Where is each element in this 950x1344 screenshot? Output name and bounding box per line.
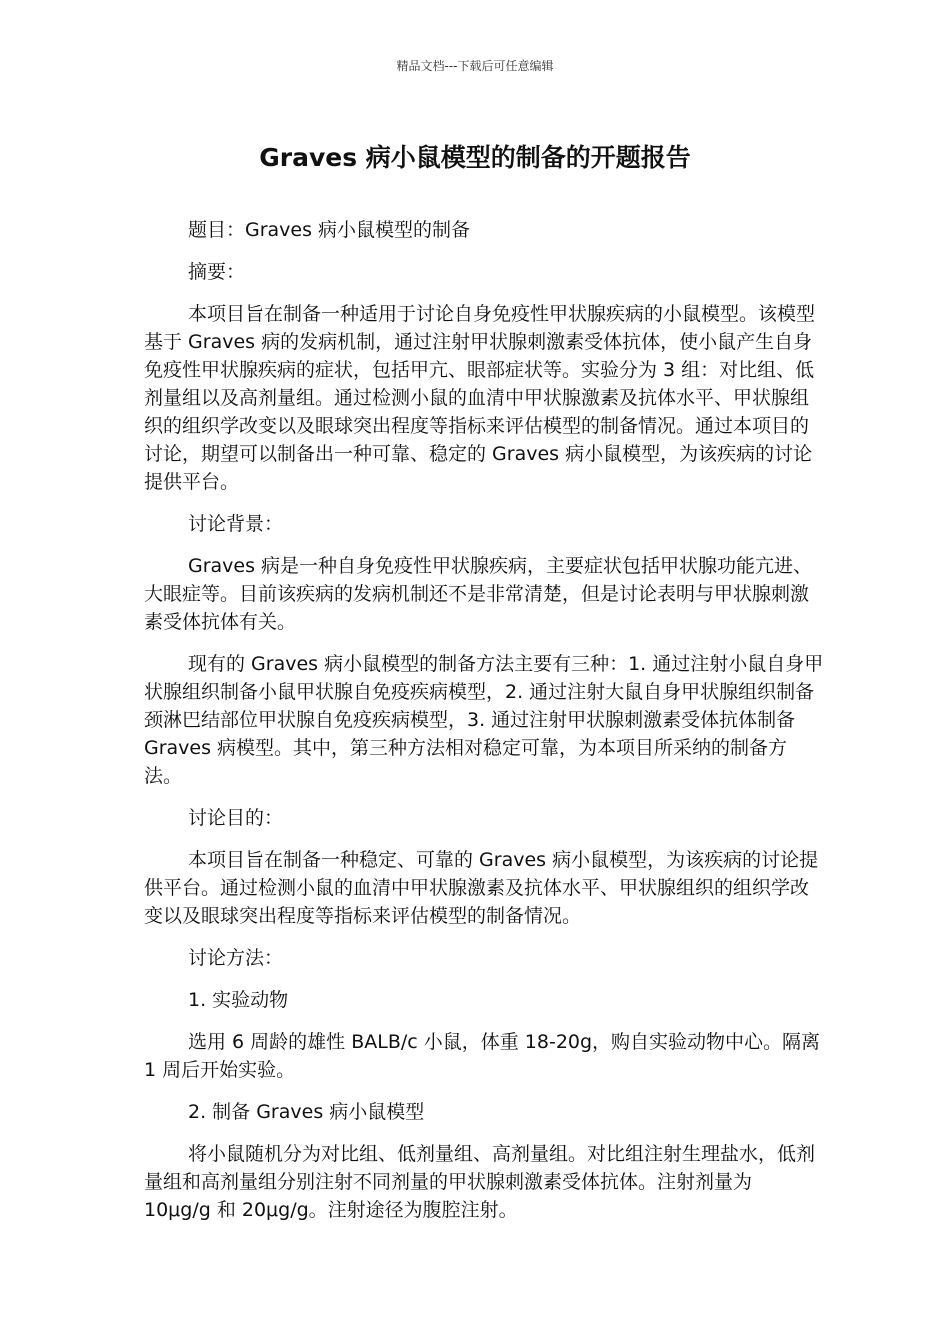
subheading-animals: 1. 实验动物: [188, 989, 289, 1011]
heading-purpose: 讨论目的：: [188, 807, 284, 829]
document-title: Graves 病小鼠模型的制备的开题报告: [259, 143, 691, 172]
paragraph-model-prep: 将小鼠随机分为对比组、低剂量组、高剂量组。对比组注射生理盐水，低剂量组和高剂量组分别注射不同剂量的甲状腺刺激素受体抗体。注射剂量为 10μg/g 和 20μg/g。注射途径为腹腔注射。: [144, 1143, 816, 1221]
heading-abstract: 摘要：: [188, 261, 246, 283]
paragraph-abstract: 本项目旨在制备一种适用于讨论自身免疫性甲状腺疾病的小鼠模型。该模型基于 Graves 病的发病机制，通过注射甲状腺刺激素受体抗体，使小鼠产生自身免疫性甲状腺疾病的症状，包括甲亢、眼部症状等。实验分为 3 组：对比组、低剂量组以及高剂量组。通过检测小鼠的血清中甲状腺激素及抗体水平、甲状腺组织的组织学改变以及眼球突出程度等指标来评估模型的制备情况。通过本项目的讨论，期望可以制备出一种可靠、稳定的 Graves 病小鼠模型，为该疾病的讨论提供平台。: [144, 303, 816, 493]
heading-background: 讨论背景：: [188, 513, 284, 535]
paragraph-animals: 选用 6 周龄的雄性 BALB/c 小鼠，体重 18-20g，购自实验动物中心。隔离 1 周后开始实验。: [144, 1031, 821, 1081]
paragraph-purpose: 本项目旨在制备一种稳定、可靠的 Graves 病小鼠模型，为该疾病的讨论提供平台。通过检测小鼠的血清中甲状腺激素及抗体水平、甲状腺组织的组织学改变以及眼球突出程度等指标来评估模型的制备情况。: [144, 849, 819, 927]
subheading-model-prep: 2. 制备 Graves 病小鼠模型: [188, 1101, 425, 1123]
paragraph-background-2: 现有的 Graves 病小鼠模型的制备方法主要有三种：1. 通过注射小鼠自身甲状腺组织制备小鼠甲状腺自免疫疾病模型，2. 通过注射大鼠自身甲状腺组织制备颈淋巴结部位甲状腺自免疫疾病模型，3. 通过注射甲状腺刺激素受体抗体制备 Graves 病模型。其中，第三种方法相对稳定可靠，为本项目所采纳的制备方法。: [144, 653, 824, 787]
paragraph-background-1: Graves 病是一种自身免疫性甲状腺疾病，主要症状包括甲状腺功能亢进、大眼症等。目前该疾病的发病机制还不是非常清楚，但是讨论表明与甲状腺刺激素受体抗体有关。: [144, 555, 813, 633]
page-header-note: 精品文档---下载后可任意编辑: [396, 59, 554, 73]
document-body: [144, 216, 824, 1238]
heading-methods: 讨论方法：: [188, 947, 284, 969]
paragraph-topic: 题目：Graves 病小鼠模型的制备: [188, 219, 471, 241]
